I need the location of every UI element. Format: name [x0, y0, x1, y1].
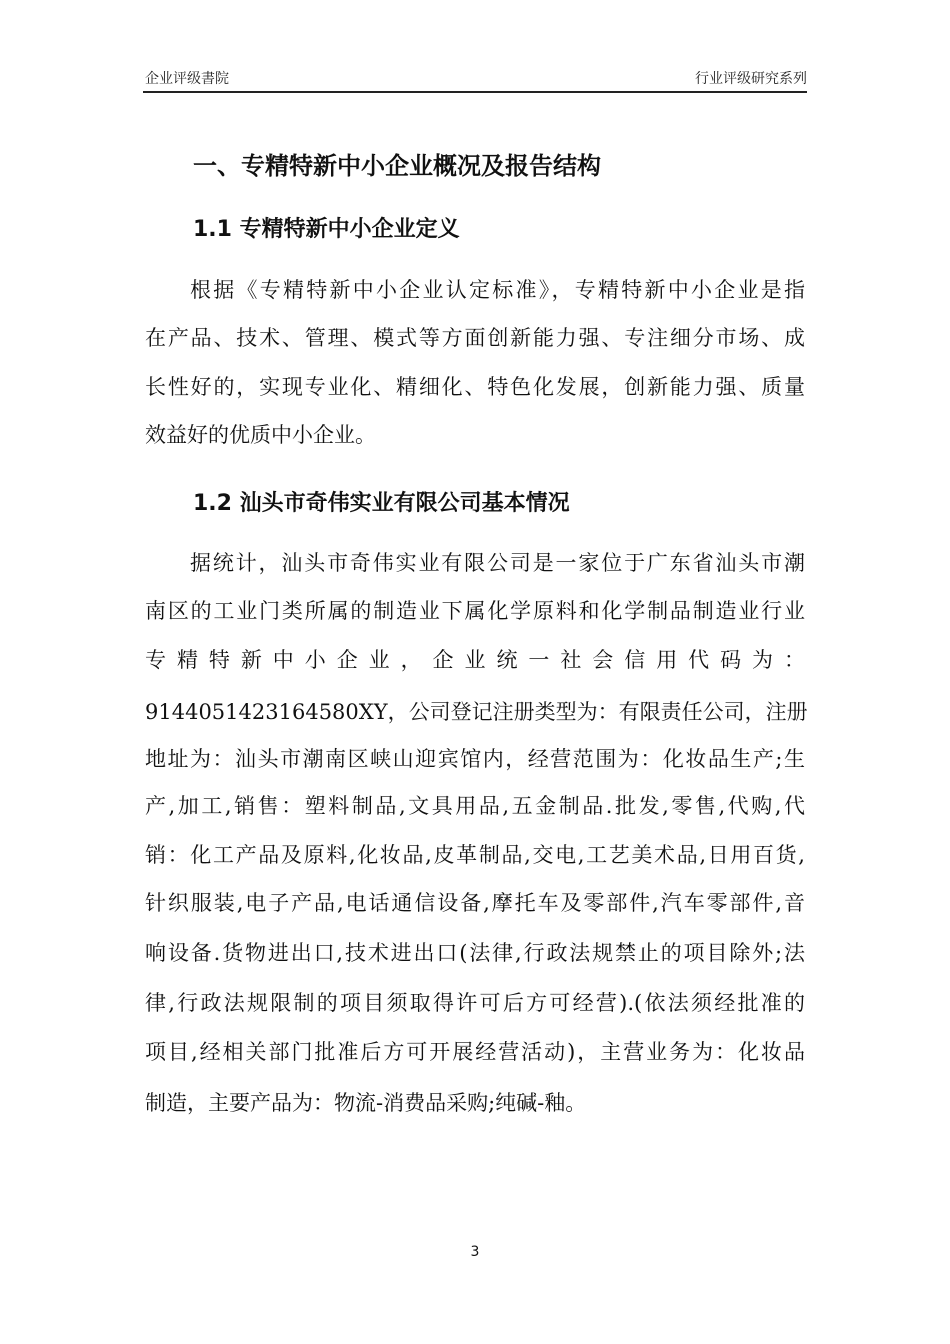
paragraph-line: 长性好的，实现专业化、精细化、特色化发展，创新能力强、质量 [145, 375, 805, 399]
paragraph-line: 在产品、技术、管理、模式等方面创新能力强、专注细分市场、成 [145, 326, 805, 350]
paragraph-line: 销：化工产品及原料,化妆品,皮革制品,交电,工艺美术品,日用百货, [145, 843, 805, 867]
paragraph-line: 效益好的优质中小企业。 [145, 423, 376, 447]
paragraph-line: 专精特新中小企业，企业统一社会信用代码为： [145, 648, 805, 672]
section-title: 一、专精特新中小企业概况及报告结构 [193, 152, 601, 180]
paragraph-line: 地址为：汕头市潮南区峡山迎宾馆内，经营范围为：化妆品生产;生 [145, 747, 805, 771]
header-right: 行业评级研究系列 [695, 71, 807, 87]
paragraph-line: 产,加工,销售：塑料制品,文具用品,五金制品.批发,零售,代购,代 [145, 794, 805, 818]
paragraph-line: 针织服装,电子产品,电话通信设备,摩托车及零部件,汽车零部件,音 [145, 891, 805, 915]
paragraph-line: 律,行政法规限制的项目须取得许可后方可经营).(依法须经批准的 [145, 991, 805, 1015]
paragraph-line: 根据《专精特新中小企业认定标准》，专精特新中小企业是指 [190, 278, 805, 302]
paragraph-line: 制造，主要产品为：物流-消费品采购;纯碱-釉。 [145, 1091, 587, 1115]
page-number: 3 [470, 1244, 480, 1260]
paragraph-line: 响设备.货物进出口,技术进出口(法律,行政法规禁止的项目除外;法 [145, 941, 805, 965]
header-rule [143, 91, 807, 93]
paragraph-line: 南区的工业门类所属的制造业下属化学原料和化学制品制造业行业 [145, 599, 805, 623]
subsection-heading: 1.1 专精特新中小企业定义 [193, 217, 460, 242]
paragraph-line: 项目,经相关部门批准后方可开展经营活动)，主营业务为：化妆品 [145, 1040, 805, 1064]
paragraph-line: 据统计，汕头市奇伟实业有限公司是一家位于广东省汕头市潮 [190, 551, 805, 575]
header-left: 企业评级書院 [145, 71, 229, 87]
paragraph-line: 9144051423164580XY，公司登记注册类型为：有限责任公司，注册 [145, 700, 808, 724]
subsection-heading: 1.2 汕头市奇伟实业有限公司基本情况 [193, 491, 570, 516]
